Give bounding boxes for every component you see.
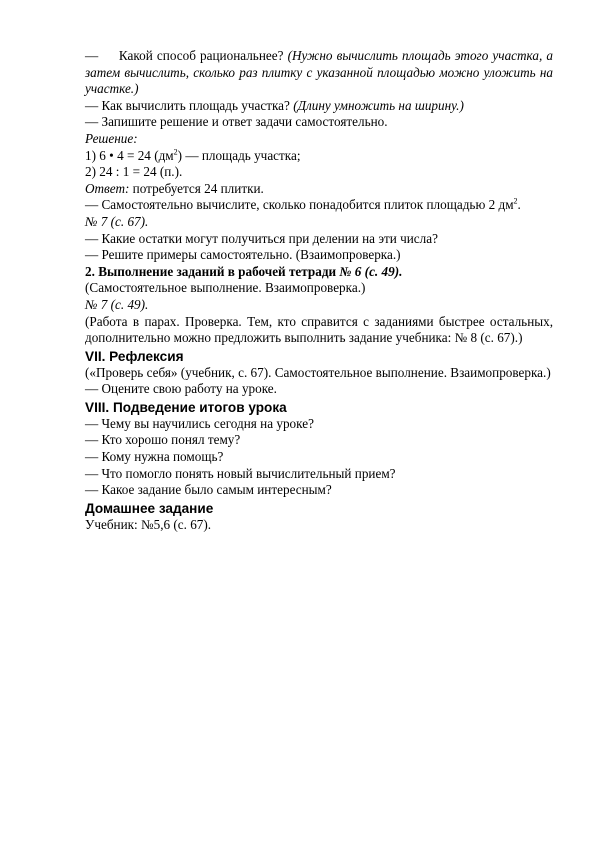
self-check-paragraph: («Проверь себя» (учебник, с. 67). Самостоятельное выполнение. Взаимопроверка.) <box>85 364 551 380</box>
summary-question: — Кому нужна помощь? <box>85 449 224 465</box>
heading-reflection: VII. Рефлексия <box>85 348 184 364</box>
area-question-answer: (Длину умножить на ширину.) <box>293 97 464 113</box>
question-text: Какой способ рациональнее? <box>118 48 284 63</box>
answer-label: Ответ: <box>85 180 130 196</box>
superscript: 2 <box>173 147 178 157</box>
solution-label: Решение: <box>85 130 138 146</box>
solution-step-1-tail: ) — площадь участка; <box>177 147 301 163</box>
area-question <box>85 98 553 115</box>
summary-question: — Чему вы научились сегодня на уроке? <box>85 415 314 431</box>
evaluate-work-line: — Оцените свою работу на уроке. <box>85 381 277 397</box>
section-2-reference: № 6 (с. 49). <box>339 263 403 279</box>
summary-question: — Что помогло понять новый вычислительный прием? <box>85 465 396 481</box>
question-paragraph <box>85 48 553 98</box>
solution-step-1-text: 1) 6 • 4 = 24 (дм <box>85 147 174 163</box>
area-question-text: — Как вычислить площадь участка? <box>85 97 290 113</box>
solve-examples-line: — Решите примеры самостоятельно. (Взаимопроверка.) <box>85 247 401 263</box>
answer-line <box>85 181 553 198</box>
heading-summary: VIII. Подведение итогов урока <box>85 399 287 415</box>
summary-question: — Кто хорошо понял тему? <box>85 432 241 448</box>
question-answer-italic: (Нужно вычислить площадь этого участка, а затем вычислить, сколько раз плитку с указанной площадью можно уложить на участке.) <box>85 48 554 97</box>
section-2-title: 2. Выполнение заданий в рабочей тетради <box>85 263 337 279</box>
textbook-reference: № 7 (с. 67). <box>85 213 149 229</box>
summary-question: — Какое задание было самым интересным? <box>85 482 332 498</box>
task-end: . <box>517 197 521 213</box>
superscript: 2 <box>513 196 518 206</box>
remainder-question: — Какие остатки могут получиться при делении на эти числа? <box>85 230 438 246</box>
task-text: — Самостоятельно вычислите, сколько понадобится плиток площадью 2 дм <box>85 197 514 213</box>
document-page <box>85 48 553 533</box>
task-line <box>85 197 553 214</box>
solution-step-1 <box>85 148 553 165</box>
homework-line: Учебник: №5,6 (с. 67). <box>85 516 212 532</box>
answer-text: потребуется 24 плитки. <box>132 180 264 196</box>
section-2-heading <box>85 264 553 281</box>
instruction-line: — Запишите решение и ответ задачи самостоятельно. <box>85 114 388 130</box>
dash: — <box>85 48 99 63</box>
solution-step-2: 2) 24 : 1 = 24 (п.). <box>85 164 183 180</box>
independent-work-line: (Самостоятельное выполнение. Взаимопроверка.) <box>85 280 366 296</box>
pair-work-paragraph: (Работа в парах. Проверка. Тем, кто справится с заданиями быстрее остальных, дополнительно можно предложить выполнить задание учебника: № 8 (с. 67).) <box>85 313 553 346</box>
workbook-reference: № 7 (с. 49). <box>85 296 149 312</box>
heading-homework: Домашнее задание <box>85 500 214 516</box>
